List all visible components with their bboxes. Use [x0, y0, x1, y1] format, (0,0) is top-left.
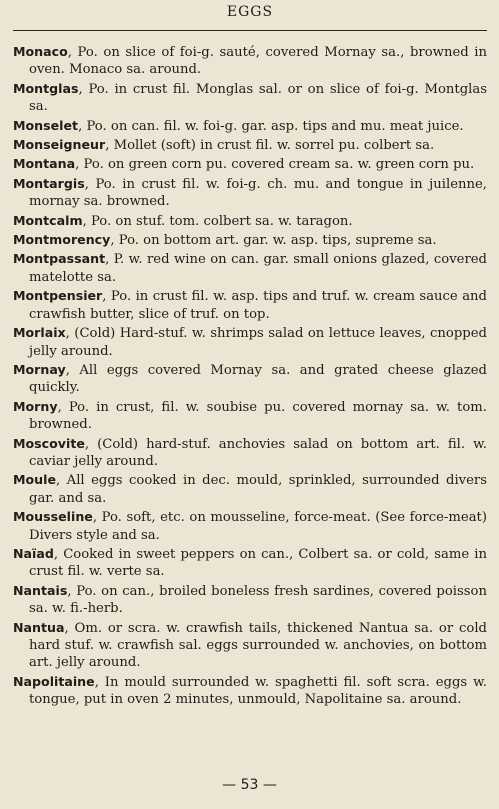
entry-term: Naïad — [13, 545, 54, 561]
entry-text: , In mould surrounded w. spaghetti fil. soft scra. eggs w. tongue, put in oven 2 minutes, unmould, Napolitaine sa. around. — [29, 674, 487, 708]
entry-text: , Po. in crust fil. w. foi-g. ch. mu. and tongue in juilenne, mornay sa. browned. — [29, 176, 487, 210]
entry — [13, 250, 487, 286]
entry — [13, 136, 487, 154]
page-number: — 53 — — [222, 777, 277, 793]
entry-text: , (Cold) hard-stuf. anchovies salad on bottom art. fil. w. caviar jelly around. — [29, 436, 487, 469]
entry-term: Monaco — [13, 44, 68, 59]
entry-term: Mornay — [13, 361, 66, 377]
page-header-title: EGGS — [226, 4, 274, 20]
entry-term: Montpassant — [13, 251, 106, 267]
entry — [13, 117, 487, 135]
entry-text: , (Cold) Hard-stuf. w. shrimps salad on lettuce leaves, cnopped jelly around. — [29, 326, 487, 359]
entry-term: Mousseline — [13, 509, 93, 525]
entry-text: , Po. on can., broiled boneless fresh sardines, covered poisson sa. w. fi.-herb. — [29, 583, 487, 617]
entry — [13, 231, 487, 249]
entry — [13, 545, 487, 581]
entry-term: Montcalm — [13, 212, 83, 228]
entry — [13, 175, 487, 211]
entry — [13, 471, 487, 507]
entry-text: , Po. on stuf. tom. colbert sa. w. taragon. — [82, 213, 353, 229]
entry-text: , Cooked in sweet peppers on can., Colbert sa. or cold, same in crust fil. w. verte sa. — [29, 546, 487, 580]
entry — [13, 324, 487, 360]
entry-text: , Po. on green corn pu. covered cream sa. w. green corn pu. — [75, 157, 475, 173]
entry-term: Montpensier — [13, 288, 103, 304]
entry-text: , Po. in crust fil. w. asp. tips and truf. w. cream sauce and crawfish butter, slice of truf. on top. — [29, 289, 487, 322]
entry-text: , P. w. red wine on can. gar. small onions glazed, covered matelotte sa. — [29, 252, 487, 285]
entry — [13, 212, 487, 230]
entry-term: Napolitaine — [13, 673, 95, 689]
entry — [13, 508, 487, 544]
entry — [13, 287, 487, 323]
entry-text: , Po. in crust, fil. w. soubise pu. covered mornay sa. w. tom. browned. — [29, 399, 487, 433]
entry — [13, 619, 487, 672]
header-rule — [13, 30, 487, 31]
entry-term: Morny — [13, 398, 58, 414]
entry-text: , Po. soft, etc. on mousseline, force-meat. (See force-meat) Divers style and sa. — [29, 510, 487, 543]
entry-text: , Po. on can. fil. w. foi-g. gar. asp. tips and mu. meat juice. — [78, 118, 464, 134]
entry-term: Morlaix — [13, 325, 66, 341]
entry-term: Monselet — [13, 117, 79, 133]
entry-term: Moule — [13, 472, 57, 488]
entry-term: Montana — [13, 156, 76, 172]
entry-term: Nantua — [13, 619, 65, 635]
entry-term: Montargis — [13, 175, 85, 191]
entry-list — [13, 43, 487, 709]
entry — [13, 80, 487, 116]
entry-text: , Po. in crust fil. Monglas sal. or on slice of foi-g. Montglas sa. — [29, 81, 487, 115]
entry-term: Moscovite — [13, 435, 85, 451]
entry-text: , All eggs covered Mornay sa. and grated cheese glazed quickly. — [29, 362, 487, 396]
entry-term: Monseigneur — [13, 137, 106, 153]
entry — [13, 361, 487, 397]
entry-text: , Mollet (soft) in crust fil. w. sorrel pu. colbert sa. — [105, 138, 435, 154]
entry-term: Montglas — [13, 80, 79, 96]
entry-text: , Po. on bottom art. gar. w. asp. tips, supreme sa. — [110, 233, 437, 249]
entry — [13, 398, 487, 434]
entry — [13, 582, 487, 618]
entry — [13, 155, 487, 173]
entry-term: Montmorency — [13, 232, 111, 248]
entry — [13, 43, 487, 79]
entry-text: , All eggs cooked in dec. mould, sprinkled, surrounded divers gar. and sa. — [29, 473, 487, 506]
entry-text: , Om. or scra. w. crawfish tails, thickened Nantua sa. or cold hard stuf. w. crawfish sal. eggs surrounded w. anchovies, on bottom art. jelly around. — [29, 620, 487, 671]
entry — [13, 673, 487, 709]
entry-text: , Po. on slice of foi-g. sauté, covered Mornay sa., browned in oven. Monaco sa. around. — [29, 45, 487, 78]
entry — [13, 435, 487, 471]
entry-term: Nantais — [13, 582, 68, 598]
